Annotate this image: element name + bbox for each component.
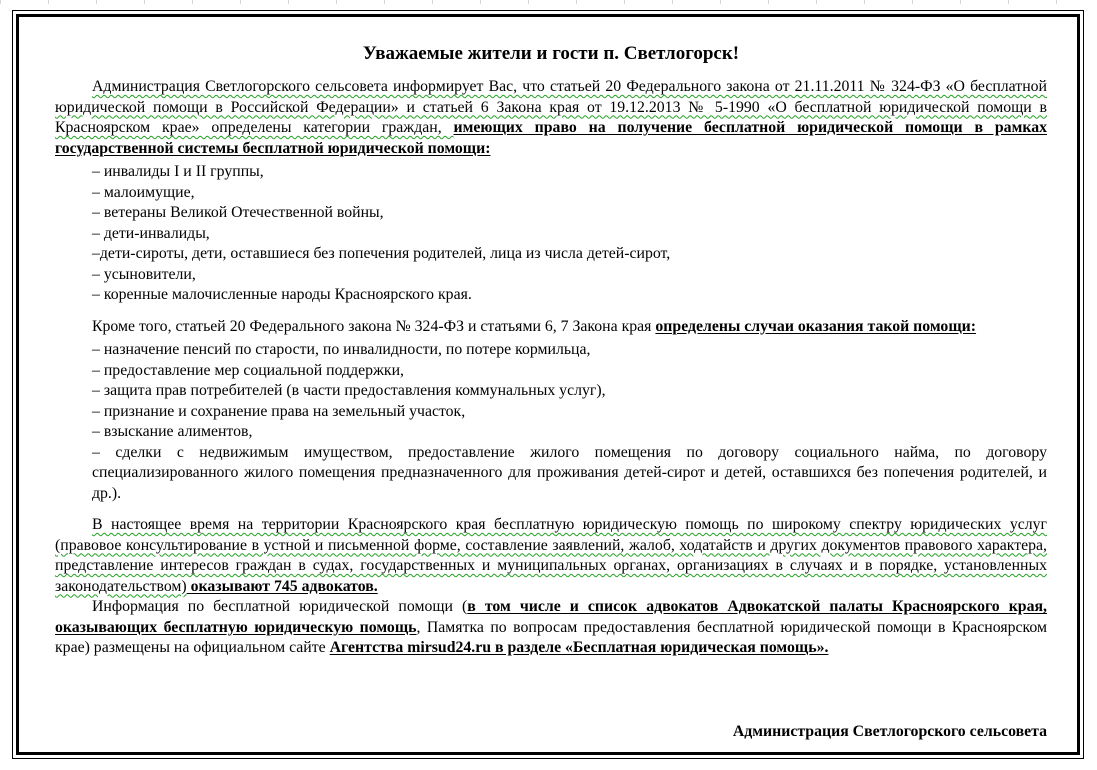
intro-text: Администрация Светлогорского сельсовета информирует Вас, что статьей 20 Федерального закона от 21.11.2011 № 324-ФЗ «О бесплатной юридической помощи в Российской Федерации» и статьей 6 Закона края от 19.12.2013 № 5-1990 «О бесплатной юридической помощи в Красноярском крае» определены категории граждан,	[55, 78, 1047, 136]
list-item: – малоимущие,	[92, 183, 195, 201]
cases-intro-emphasis: определены случаи оказания такой помощи:	[655, 317, 977, 335]
list-item: – взыскание алиментов,	[92, 423, 253, 440]
categories-list	[55, 162, 1047, 306]
present-paragraph	[55, 515, 1047, 597]
info-text-2: , Памятка по вопросам предоставления бесплатной юридической помощи в Красноярском крае) размещены на официальном сайте	[55, 618, 1047, 656]
info-text-1: Информация по бесплатной юридической помощи (	[92, 598, 468, 615]
list-item: – признание и сохранение права на земельный участок,	[92, 402, 466, 420]
list-item: – дети-инвалиды,	[92, 224, 210, 242]
info-emphasis-2: Агентства mirsud24.ru в разделе «Бесплатная юридическая помощь».	[329, 639, 829, 656]
list-item: – ветераны Великой Отечественной войны,	[92, 204, 384, 221]
list-item: –дети-сироты, дети, оставшиеся без попечения родителей, лица из числа детей-сирот,	[92, 245, 671, 262]
list-item: – усыновители,	[92, 265, 196, 283]
signature: Администрация Светлогорского сельсовета	[732, 723, 1047, 740]
intro-paragraph	[55, 77, 1047, 159]
list-item: – назначение пенсий по старости, по инвалидности, по потере кормильца,	[92, 341, 591, 358]
list-item: – предоставление мер социальной поддержки,	[92, 361, 405, 379]
cases-intro-text: Кроме того, статьей 20 Федерального закона № 324-ФЗ и статьями 6, 7 Закона края	[92, 317, 656, 335]
page-title: Уважаемые жители и гости п. Светлогорск!	[362, 43, 740, 64]
info-emphasis-1: в том числе и список адвокатов Адвокатской палаты Красноярского края, оказывающих бесплатную юридическую помощь	[55, 598, 1047, 636]
list-item: – инвалиды I и II группы,	[92, 163, 264, 180]
intro-emphasis: имеющих право на получение бесплатной юридической помощи в рамках государственной системы бесплатной юридической помощи:	[55, 119, 1047, 157]
list-item: – сделки с недвижимым имуществом, предоставление жилого помещения по договору социального найма, по договору специализированного жилого помещения предназначенного для проживания детей-сирот и детей, оставшихся без попечения родителей, и др.).	[92, 443, 1047, 502]
document-body	[55, 42, 1047, 659]
present-emphasis: оказывают 745 адвокатов.	[186, 577, 378, 595]
cases-intro-paragraph	[55, 317, 1047, 338]
present-text: В настоящее время на территории Красноярского края бесплатную юридическую помощь по широкому спектру юридических услуг (правовое консультирование в устной и письменной форме, составление заявлений, жалоб, ходатайств и других документов правового характера, представление интересов граждан в судах, государственных и муниципальных органах, организациях в случаях и в порядке, установленных законодательством)	[55, 516, 1047, 595]
cases-list	[55, 340, 1047, 504]
info-paragraph	[55, 597, 1047, 659]
list-item: – коренные малочисленные народы Красноярского края.	[92, 286, 472, 303]
ruler-strip	[0, 0, 1097, 4]
list-item: – защита прав потребителей (в части предоставления коммунальных услуг),	[92, 382, 606, 399]
